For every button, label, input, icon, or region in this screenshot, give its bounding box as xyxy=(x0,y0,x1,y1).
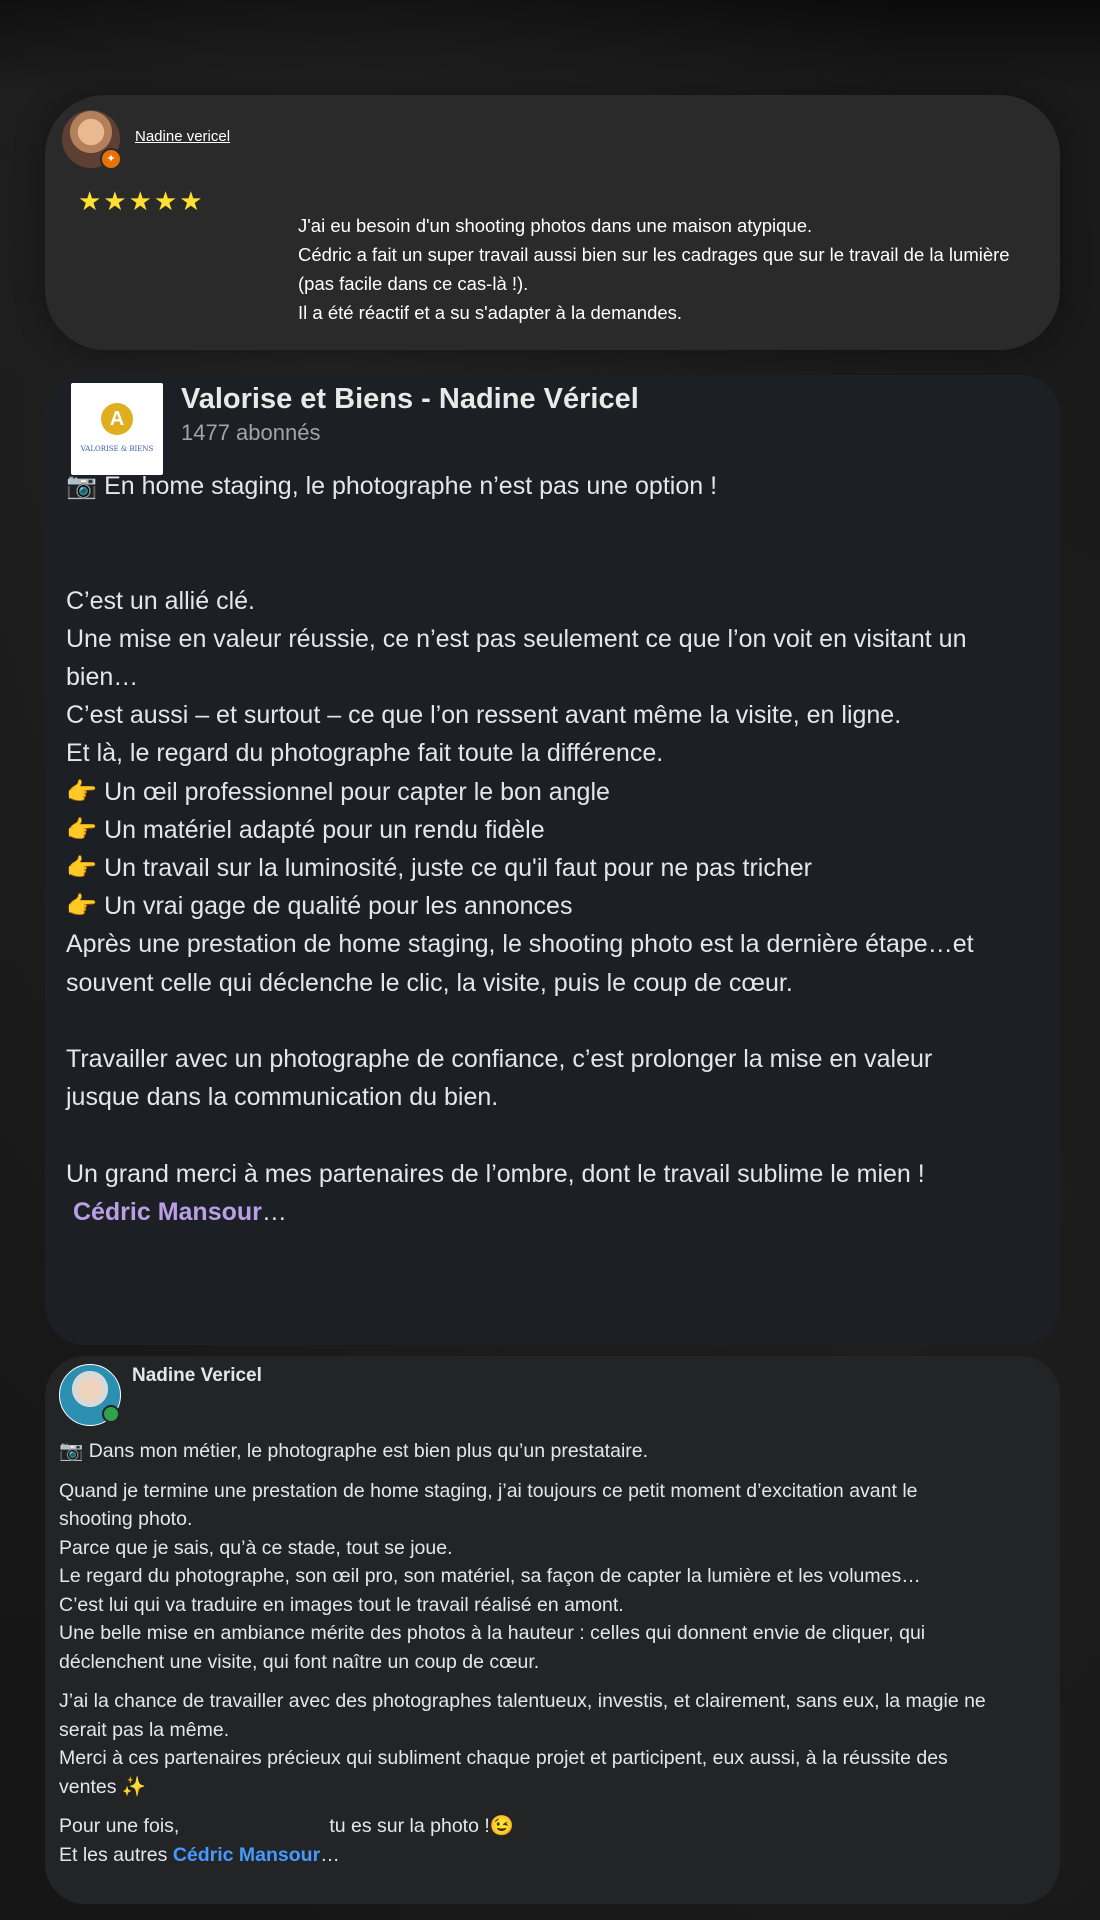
logo-wordmark: VALORISE & BIENS xyxy=(80,445,154,453)
post-line: Une mise en valeur réussie, ce n’est pas seulement ce que l’on voit en visitant un xyxy=(66,624,967,653)
review-line: Il a été réactif et a su s'adapter à la demandes. xyxy=(298,302,683,323)
fb-closing-b: tu es sur la photo !😉 xyxy=(329,1815,515,1837)
post-line: jusque dans la communication du bien. xyxy=(66,1083,499,1112)
rating-stars: ★★★★★ xyxy=(78,187,205,217)
fb-line: shooting photo. xyxy=(59,1508,193,1530)
fb-line: C’est lui qui va traduire en images tout le travail réalisé en amont. xyxy=(59,1593,624,1616)
post-line: 👉 Un matériel adapté pour un rendu fidèle xyxy=(66,815,545,844)
post-line: souvent celle qui déclenche le clic, la visite, puis le coup de cœur. xyxy=(66,968,793,997)
fb-line: Merci à ces partenaires précieux qui subliment chaque projet et participent, eux aussi, à la réussite des xyxy=(59,1747,948,1769)
fb-line: ventes ✨ xyxy=(59,1775,147,1798)
fb-line: Parce que je sais, qu’à ce stade, tout se joue. xyxy=(59,1536,453,1559)
fb-closing-a: Pour une fois, xyxy=(59,1815,180,1837)
fb-line: serait pas la même. xyxy=(59,1718,230,1741)
post-line: 👉 Un œil professionnel pour capter le bon angle xyxy=(66,777,610,806)
post-line xyxy=(66,543,1056,581)
local-guide-badge-icon: ✦ xyxy=(100,148,122,170)
reviewer-name-link[interactable]: Nadine vericel xyxy=(135,128,231,145)
post-line: C’est aussi – et surtout – ce que l’on ressent avant même la visite, en ligne. xyxy=(66,701,902,730)
post-body xyxy=(66,467,1056,1231)
fb-mention-link[interactable]: Cédric Mansour xyxy=(172,1843,321,1866)
post-card xyxy=(45,375,1060,1345)
fb-others-prefix: Et les autres xyxy=(59,1843,168,1866)
fb-post-body xyxy=(59,1437,1054,1869)
online-status-icon xyxy=(102,1405,120,1423)
post-author-name[interactable]: Valorise et Biens - Nadine Véricel xyxy=(181,383,639,415)
fb-line: J’ai la chance de travailler avec des photographes talentueux, investis, et clairement, sans eux, la magie ne xyxy=(59,1690,986,1712)
company-logo[interactable] xyxy=(71,383,163,475)
logo-mark-icon: A xyxy=(101,403,133,435)
post-line xyxy=(66,1116,1056,1154)
post-line: bien… xyxy=(66,662,139,691)
reviewer-avatar[interactable] xyxy=(62,110,120,168)
fb-line: Quand je termine une prestation de home staging, j’ai toujours ce petit moment d’excitation avant le xyxy=(59,1479,918,1502)
fb-more-ellipsis[interactable]: … xyxy=(320,1843,340,1866)
fb-post-card xyxy=(45,1356,1060,1904)
mention-link[interactable]: Cédric Mansour xyxy=(72,1197,262,1226)
post-line: Un grand merci à mes partenaires de l’ombre, dont le travail sublime le mien ! xyxy=(66,1159,925,1188)
post-mention-line xyxy=(66,1193,1056,1231)
fb-author-name[interactable]: Nadine Vericel xyxy=(132,1365,262,1386)
post-line: C’est un allié clé. xyxy=(66,586,255,615)
review-text xyxy=(298,211,1048,327)
post-line: Et là, le regard du photographe fait toute la différence. xyxy=(66,739,664,768)
review-line: J'ai eu besoin d'un shooting photos dans une maison atypique. xyxy=(298,215,813,236)
fb-line: Le regard du photographe, son œil pro, son matériel, sa façon de capter la lumière et les volumes… xyxy=(59,1565,921,1587)
fb-mention-line xyxy=(59,1841,1054,1870)
post-line: 👉 Un travail sur la luminosité, juste ce qu'il faut pour ne pas tricher xyxy=(66,854,812,882)
fb-line: déclenchent une visite, qui font naître un coup de cœur. xyxy=(59,1650,540,1673)
post-follower-count: 1477 abonnés xyxy=(181,420,321,445)
fb-author-avatar[interactable] xyxy=(59,1364,121,1426)
fb-line: Une belle mise en ambiance mérite des photos à la hauteur : celles qui donnent envie de cliquer, qui xyxy=(59,1622,926,1644)
post-line: Travailler avec un photographe de confiance, c’est prolonger la mise en valeur xyxy=(66,1045,933,1073)
post-line: 📷 En home staging, le photographe n’est pas une option ! xyxy=(66,472,718,500)
more-ellipsis[interactable]: … xyxy=(261,1197,287,1226)
post-line xyxy=(66,1002,1056,1040)
fb-line: 📷 Dans mon métier, le photographe est bien plus qu’un prestataire. xyxy=(59,1440,649,1462)
review-card xyxy=(45,95,1060,350)
post-line: Après une prestation de home staging, le shooting photo est la dernière étape…et xyxy=(66,930,974,959)
post-line xyxy=(66,505,1056,543)
post-line: 👉 Un vrai gage de qualité pour les annonces xyxy=(66,892,573,921)
review-line: Cédric a fait un super travail aussi bien sur les cadrages que sur le travail de la lumière xyxy=(298,244,1010,265)
fb-closing-line xyxy=(59,1812,1054,1841)
review-line: (pas facile dans ce cas-là !). xyxy=(298,273,529,294)
